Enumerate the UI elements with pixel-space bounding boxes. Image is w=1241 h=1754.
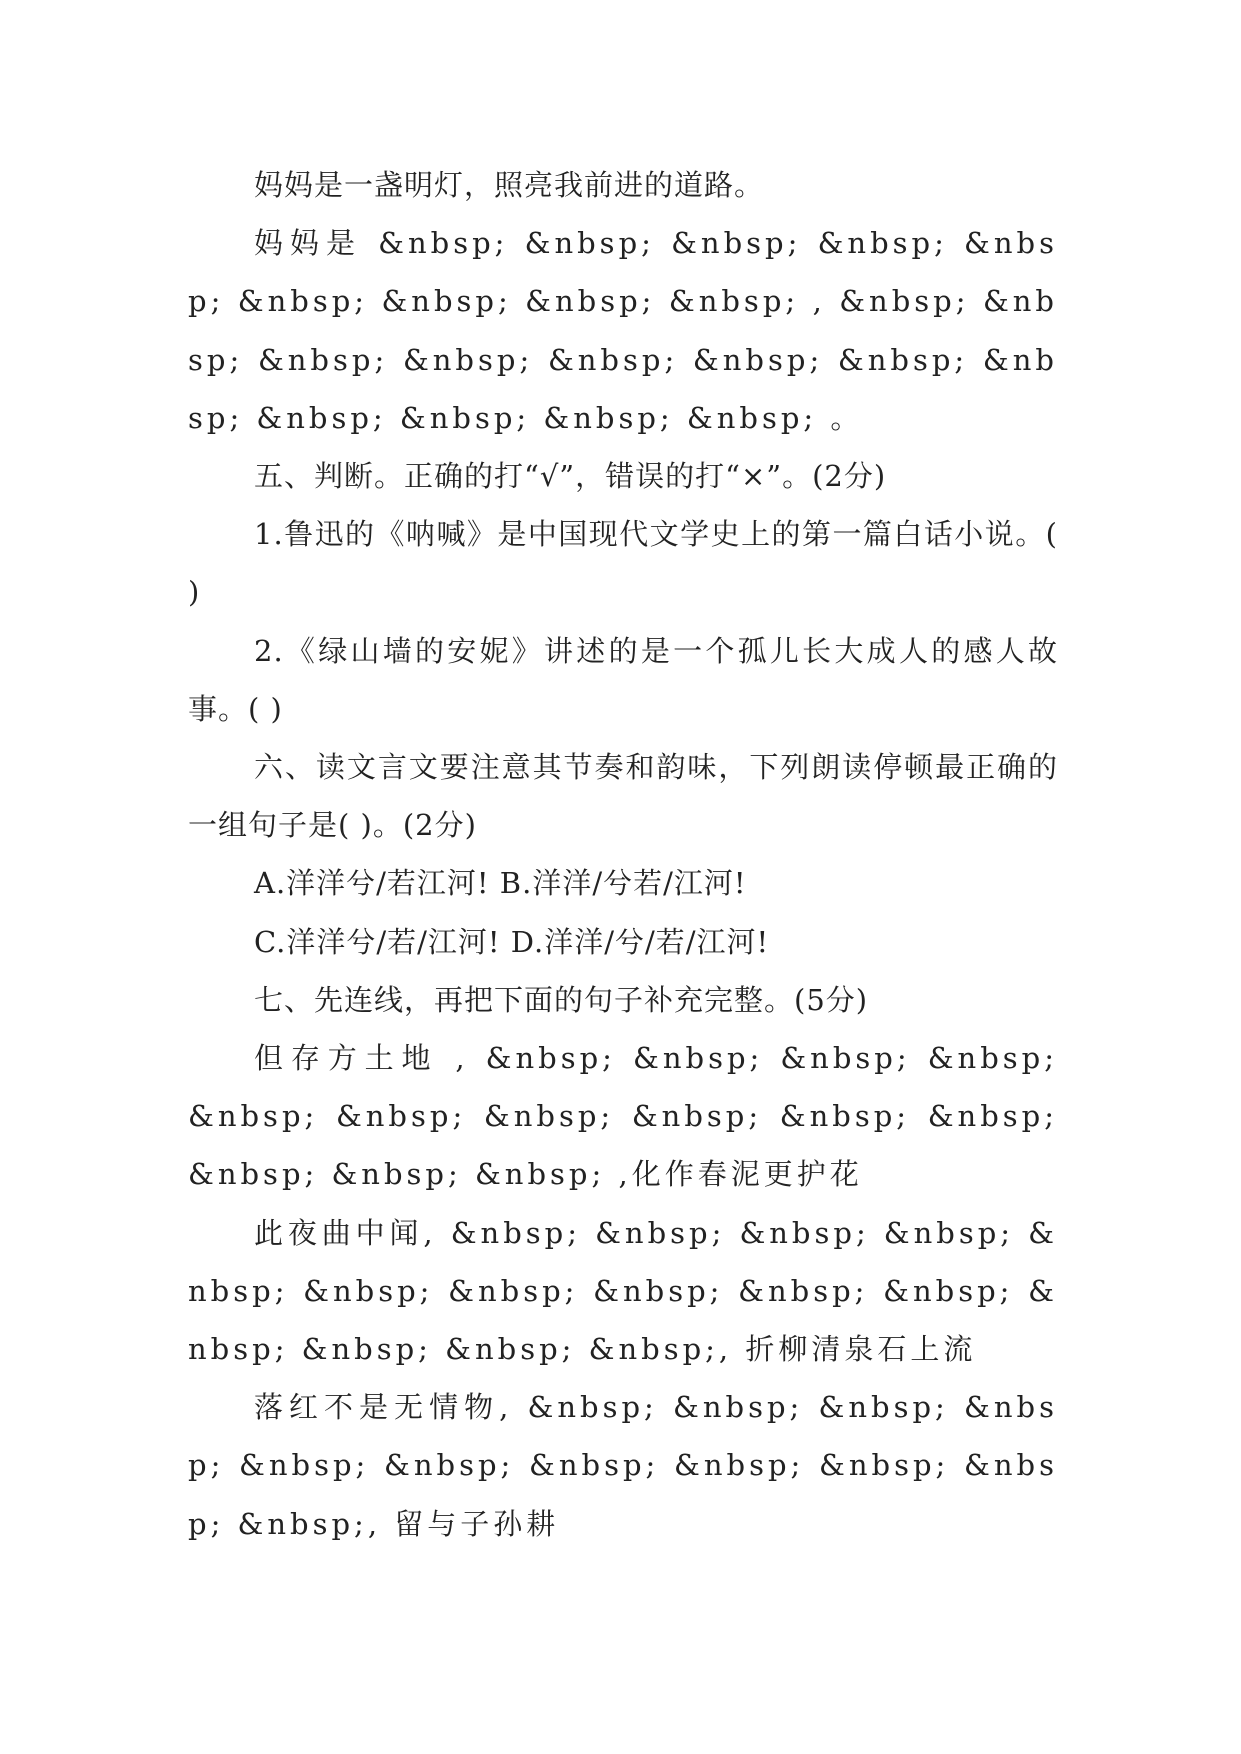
sentence-mother-lamp: 妈妈是一盏明灯，照亮我前进的道路。 xyxy=(254,168,765,202)
fill-in-mother-sentence: 妈妈是 &nbsp; &nbsp; &nbsp; &nbsp; &nbsp; &nbsp; &nbsp; &nbsp; &nbsp; , &nbsp; &nbsp; &nbsp; &nbsp; &nbsp; &nbsp; &nbsp; &nbsp; &nbsp; &nbsp; &nbsp; &nbsp; 。 xyxy=(188,226,1058,435)
choice-options-a-b: A.洋洋兮/若江河! B.洋洋/兮若/江河! xyxy=(254,866,747,901)
section-7-heading: 七、先连线，再把下面的句子补充完整。(5分) xyxy=(254,982,869,1017)
document-body xyxy=(188,156,1058,1553)
section-6-heading: 六、读文言文要注意其节奏和韵味，下列朗读停顿最正确的一组句子是( )。(2分) xyxy=(188,750,1058,843)
choice-options-c-d: C.洋洋兮/若/江河! D.洋洋/兮/若/江河! xyxy=(254,924,770,959)
judgment-question-2: 2.《绿山墙的安妮》讲述的是一个孤儿长大成人的感人故事。( ) xyxy=(188,633,1058,726)
poem-fill-line-3: 落红不是无情物, &nbsp; &nbsp; &nbsp; &nbsp; &nbsp; &nbsp; &nbsp; &nbsp; &nbsp; &nbsp; &nbsp;, 留与子孙耕 xyxy=(188,1390,1058,1541)
poem-fill-line-2: 此夜曲中闻, &nbsp; &nbsp; &nbsp; &nbsp; &nbsp; &nbsp; &nbsp; &nbsp; &nbsp; &nbsp; &nbsp; &nbsp; &nbsp; &nbsp;, 折柳清泉石上流 xyxy=(188,1215,1058,1367)
judgment-question-1: 1.鲁迅的《呐喊》是中国现代文学史上的第一篇白话小说。( ) xyxy=(188,517,1058,610)
poem-fill-line-1: 但存方土地 , &nbsp; &nbsp; &nbsp; &nbsp; &nbsp; &nbsp; &nbsp; &nbsp; &nbsp; &nbsp; &nbsp; &nbsp; &nbsp; ,化作春泥更护花 xyxy=(188,1041,1058,1192)
section-5-heading: 五、判断。正确的打“√”，错误的打“×”。(2分) xyxy=(254,459,887,494)
